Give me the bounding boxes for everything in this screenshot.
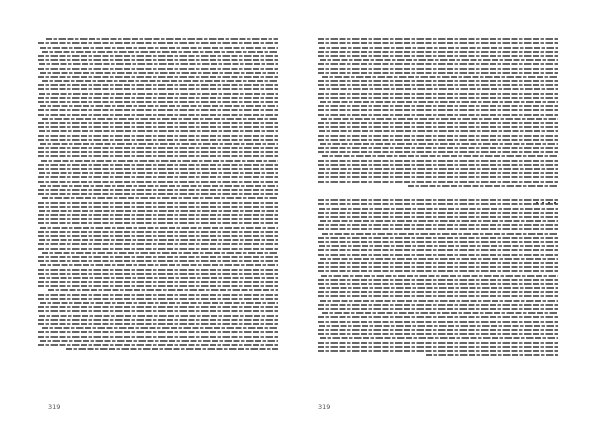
text-line — [322, 312, 558, 314]
text-line — [321, 275, 558, 277]
text-line — [38, 218, 278, 220]
text-line — [38, 298, 278, 300]
text-line — [318, 350, 558, 352]
page-number: 319 — [318, 403, 331, 411]
text-line — [319, 287, 558, 289]
text-line — [38, 306, 278, 308]
text-line — [38, 243, 278, 245]
text-line — [42, 118, 278, 120]
text-line — [42, 327, 278, 329]
text-line — [320, 220, 558, 222]
text-line — [38, 139, 278, 141]
text-line — [318, 321, 558, 323]
right-page — [300, 0, 600, 424]
text-line — [38, 281, 278, 283]
text-line — [318, 291, 558, 293]
text-line — [38, 331, 278, 333]
text-line — [38, 260, 278, 262]
text-line — [408, 185, 558, 187]
text-line — [38, 323, 278, 325]
text-line — [38, 269, 278, 271]
right-page-text-block — [318, 36, 558, 384]
text-line — [318, 295, 558, 297]
text-line — [38, 97, 278, 99]
text-line — [320, 143, 558, 145]
text-line — [38, 181, 278, 183]
text-line — [318, 308, 558, 310]
text-line — [319, 130, 558, 132]
text-line — [39, 210, 278, 212]
text-line — [318, 283, 558, 285]
text-line — [38, 256, 278, 258]
text-line — [40, 302, 278, 304]
text-line — [42, 80, 278, 82]
text-line — [319, 88, 558, 90]
text-line — [318, 172, 558, 174]
text-line — [318, 266, 558, 268]
text-line — [318, 151, 558, 153]
text-line — [318, 97, 558, 99]
text-line — [318, 72, 558, 74]
text-line — [38, 155, 278, 157]
text-line — [318, 279, 558, 281]
text-line — [318, 203, 558, 205]
text-line — [318, 109, 558, 111]
text-line — [38, 68, 278, 70]
text-line — [319, 245, 558, 247]
text-line — [42, 51, 278, 53]
text-line — [318, 342, 558, 344]
text-line — [38, 76, 278, 78]
text-line — [318, 51, 558, 53]
text-line — [38, 151, 278, 153]
text-line — [38, 310, 278, 312]
text-line — [40, 227, 278, 229]
text-line — [41, 160, 278, 162]
text-line — [38, 109, 278, 111]
text-line — [318, 237, 558, 239]
text-line — [38, 126, 278, 128]
text-line — [318, 55, 558, 57]
text-line — [318, 68, 558, 70]
text-line — [318, 93, 558, 95]
text-line — [318, 135, 558, 137]
text-line — [39, 130, 278, 132]
text-line — [318, 114, 558, 116]
left-page-text-block — [38, 36, 278, 384]
text-line — [38, 319, 278, 321]
text-line — [38, 42, 278, 44]
page-number: 319 — [48, 403, 61, 411]
text-line — [320, 300, 558, 302]
text-line — [318, 160, 558, 162]
text-line — [318, 241, 558, 243]
text-line — [318, 42, 558, 44]
text-line — [318, 63, 558, 65]
text-line — [38, 206, 278, 208]
text-line — [38, 235, 278, 237]
text-line — [426, 354, 558, 356]
text-line — [38, 273, 278, 275]
text-line — [38, 122, 278, 124]
text-line — [318, 176, 558, 178]
text-line — [318, 80, 558, 82]
paragraph — [38, 38, 278, 350]
text-line — [40, 185, 278, 187]
text-line — [319, 325, 558, 327]
text-line — [38, 168, 278, 170]
text-line — [318, 270, 558, 272]
text-line — [39, 63, 278, 65]
text-line — [318, 346, 558, 348]
text-line — [40, 340, 278, 342]
text-line — [318, 249, 558, 251]
text-line — [40, 47, 278, 49]
text-line — [318, 139, 558, 141]
text-line — [320, 258, 558, 260]
text-line — [319, 168, 558, 170]
text-line — [38, 88, 278, 90]
text-line — [42, 252, 278, 254]
text-line — [318, 304, 558, 306]
text-line — [39, 93, 278, 95]
text-line — [318, 38, 558, 40]
text-line — [38, 248, 278, 250]
text-line — [320, 101, 558, 103]
text-line — [318, 333, 558, 335]
text-line — [38, 336, 278, 338]
text-line — [319, 47, 558, 49]
text-line — [318, 126, 558, 128]
text-line — [38, 231, 278, 233]
text-line — [39, 172, 278, 174]
text-line — [38, 193, 278, 195]
text-line — [38, 55, 278, 57]
text-line — [40, 264, 278, 266]
text-line — [318, 212, 558, 214]
text-line — [46, 38, 278, 40]
text-line — [320, 59, 558, 61]
text-line — [318, 84, 558, 86]
text-line — [38, 222, 278, 224]
text-line — [318, 228, 558, 230]
section-separator — [318, 189, 558, 197]
text-line — [38, 189, 278, 191]
paragraph — [318, 199, 558, 356]
text-line — [38, 84, 278, 86]
text-line — [40, 143, 278, 145]
text-line — [38, 202, 278, 204]
text-line — [38, 214, 278, 216]
text-line — [318, 181, 558, 183]
text-line — [42, 197, 278, 199]
text-line — [322, 76, 558, 78]
text-line — [318, 316, 558, 318]
text-line — [38, 114, 278, 116]
text-line — [318, 199, 558, 201]
text-line — [39, 239, 278, 241]
text-line — [40, 105, 278, 107]
text-line — [38, 285, 278, 287]
text-line — [318, 105, 558, 107]
text-line — [318, 216, 558, 218]
text-line — [322, 233, 558, 235]
text-line — [39, 277, 278, 279]
paragraph — [318, 38, 558, 187]
text-line — [318, 262, 558, 264]
text-line — [38, 164, 278, 166]
text-line — [318, 122, 558, 124]
text-line — [318, 329, 558, 331]
text-line — [48, 289, 278, 291]
text-line — [318, 147, 558, 149]
text-line — [319, 208, 558, 210]
text-line — [318, 224, 558, 226]
text-line — [318, 164, 558, 166]
text-line — [322, 155, 558, 157]
text-line — [321, 118, 558, 120]
text-line — [38, 59, 278, 61]
text-line — [318, 254, 558, 256]
text-line — [38, 147, 278, 149]
text-line — [39, 315, 278, 317]
text-line — [320, 337, 558, 339]
text-line — [38, 344, 278, 346]
text-line — [40, 72, 278, 74]
text-line — [66, 348, 278, 350]
text-line — [38, 294, 278, 296]
text-line — [38, 135, 278, 137]
text-line — [38, 176, 278, 178]
text-line — [38, 101, 278, 103]
